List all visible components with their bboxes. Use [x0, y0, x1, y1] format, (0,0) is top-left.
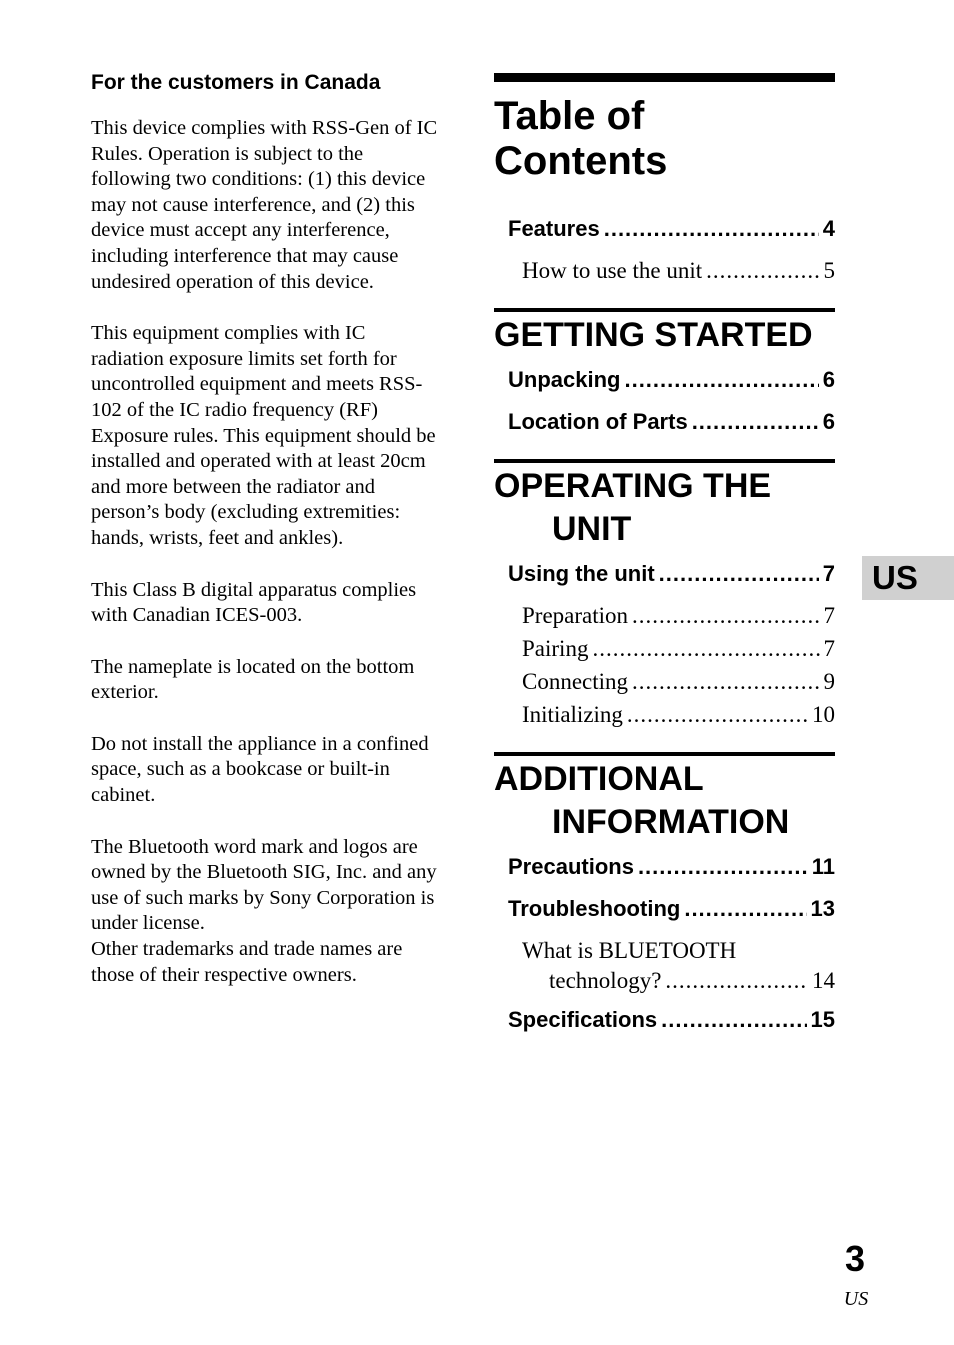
toc-entry-pairing[interactable]: [494, 634, 835, 664]
toc-entry-page: 7: [823, 603, 835, 628]
toc-entry-specifications[interactable]: [494, 1005, 835, 1035]
leader-dots: [665, 966, 808, 996]
toc-entry-label: Troubleshooting: [508, 896, 681, 921]
toc-entry-label: Specifications: [508, 1007, 658, 1032]
toc-entry-features[interactable]: [494, 214, 835, 244]
toc-entry-label: Location of Parts: [508, 409, 688, 434]
rss-gen-paragraph: This device complies with RSS-Gen of IC Rules. Operation is subject to the following two conditions: (1) this device may not cause interference, and (2) this device must accept any interference, including interference that may cause undesired operation of this device.: [91, 117, 438, 293]
section-title-line2: INFORMATION: [552, 803, 790, 841]
toc-entry-unpacking[interactable]: [494, 365, 835, 395]
toc-entry-precautions[interactable]: [494, 852, 835, 882]
table-of-contents: [494, 73, 835, 1057]
leader-dots: [706, 256, 819, 286]
section-title-getting-started: [494, 314, 835, 357]
toc-entry-page: 10: [812, 702, 835, 727]
section-title-line1: OPERATING THE: [494, 467, 772, 505]
section-rule: [494, 752, 835, 756]
toc-entry-page: 9: [823, 669, 835, 694]
leader-dots: [632, 601, 819, 631]
leader-dots: [592, 634, 819, 664]
rf-exposure-paragraph: This equipment complies with IC radiation exposure limits set forth for uncontrolled equipment and meets RSS-102 of the IC radio frequency (RF) Exposure rules. This equipment should be installed and operated with at least 20cm and more between the radiator and person’s body (excluding extremities: hands, wrists, feet and ankles).: [91, 322, 436, 549]
toc-entry-label: Initializing: [522, 702, 623, 727]
section-entries: [494, 559, 835, 730]
section-entries: [494, 852, 835, 1035]
bluetooth-trademark-paragraph: The Bluetooth word mark and logos are owned by the Bluetooth SIG, Inc. and any use of such marks by Sony Corporation is under license.: [91, 835, 437, 935]
nameplate-paragraph: The nameplate is located on the bottom exterior.: [91, 655, 415, 704]
toc-entry-page: 7: [823, 636, 835, 661]
leader-dots: [659, 559, 819, 589]
toc-entry-label: Features: [508, 216, 600, 241]
toc-top-rule: [494, 73, 835, 82]
section-title-line2: UNIT: [552, 510, 632, 548]
toc-entry-page: 13: [810, 896, 835, 921]
leader-dots: [632, 667, 819, 697]
toc-entry-troubleshooting[interactable]: [494, 894, 835, 924]
toc-entry-page: 6: [822, 409, 835, 434]
toc-entry-label-line2: technology?: [549, 968, 662, 993]
leader-dots: [604, 214, 819, 244]
toc-entry-page: 11: [811, 854, 835, 879]
toc-entry-how-to-use[interactable]: [494, 256, 835, 286]
leader-dots: [638, 852, 808, 882]
toc-entry-label: Connecting: [522, 669, 629, 694]
leader-dots: [624, 365, 818, 395]
leader-dots: [661, 1005, 806, 1035]
toc-title-line1: Table of: [494, 94, 645, 138]
toc-intro-entries: [494, 214, 835, 286]
toc-entry-label-line1: What is BLUETOOTH: [522, 938, 737, 963]
toc-entry-label: Precautions: [508, 854, 634, 879]
toc-entry-page: 4: [822, 216, 835, 241]
toc-entry-page: 7: [822, 561, 835, 586]
section-title-line1: GETTING STARTED: [494, 316, 813, 354]
section-rule: [494, 459, 835, 463]
toc-title: [494, 94, 835, 184]
toc-title-line2: Contents: [494, 139, 668, 183]
toc-entry-label: Preparation: [522, 603, 629, 628]
toc-entry-page: 15: [810, 1007, 835, 1032]
section-title-line1: ADDITIONAL: [494, 760, 704, 798]
section-title-additional-information: [494, 758, 835, 844]
toc-entry-label: Pairing: [522, 636, 589, 661]
toc-entry-initializing[interactable]: [494, 700, 835, 730]
section-entries: [494, 365, 835, 437]
other-trademarks-paragraph: Other trademarks and trade names are those of their respective owners.: [91, 938, 403, 986]
notice-column: [91, 68, 441, 988]
toc-entry-connecting[interactable]: [494, 667, 835, 697]
installation-paragraph: Do not install the appliance in a confined space, such as a bookcase or built-in cabinet.: [91, 732, 429, 807]
toc-entry-label: Unpacking: [508, 367, 621, 392]
leader-dots: [627, 700, 808, 730]
toc-entry-location-of-parts[interactable]: [494, 407, 835, 437]
leader-dots: [684, 894, 806, 924]
section-title-operating-the-unit: [494, 465, 835, 551]
language-tab: US: [862, 556, 954, 600]
toc-entry-page: 6: [822, 367, 835, 392]
section-rule: [494, 308, 835, 312]
toc-entry-page: 5: [823, 258, 835, 283]
toc-entry-label: Using the unit: [508, 561, 655, 586]
canada-notice-heading: For the customers in Canada: [91, 71, 381, 94]
toc-entry-what-is-bluetooth[interactable]: [494, 936, 835, 996]
page-region-suffix: US: [843, 1288, 869, 1310]
toc-entry-second-line: [522, 966, 835, 996]
leader-dots: [692, 407, 819, 437]
toc-entry-preparation[interactable]: [494, 601, 835, 631]
toc-entry-page: 14: [812, 968, 835, 993]
toc-entry-label: How to use the unit: [522, 258, 703, 283]
page-number: 3: [844, 1238, 866, 1279]
toc-entry-using-the-unit[interactable]: [494, 559, 835, 589]
ices-paragraph: This Class B digital apparatus complies with Canadian ICES-003.: [91, 578, 417, 627]
